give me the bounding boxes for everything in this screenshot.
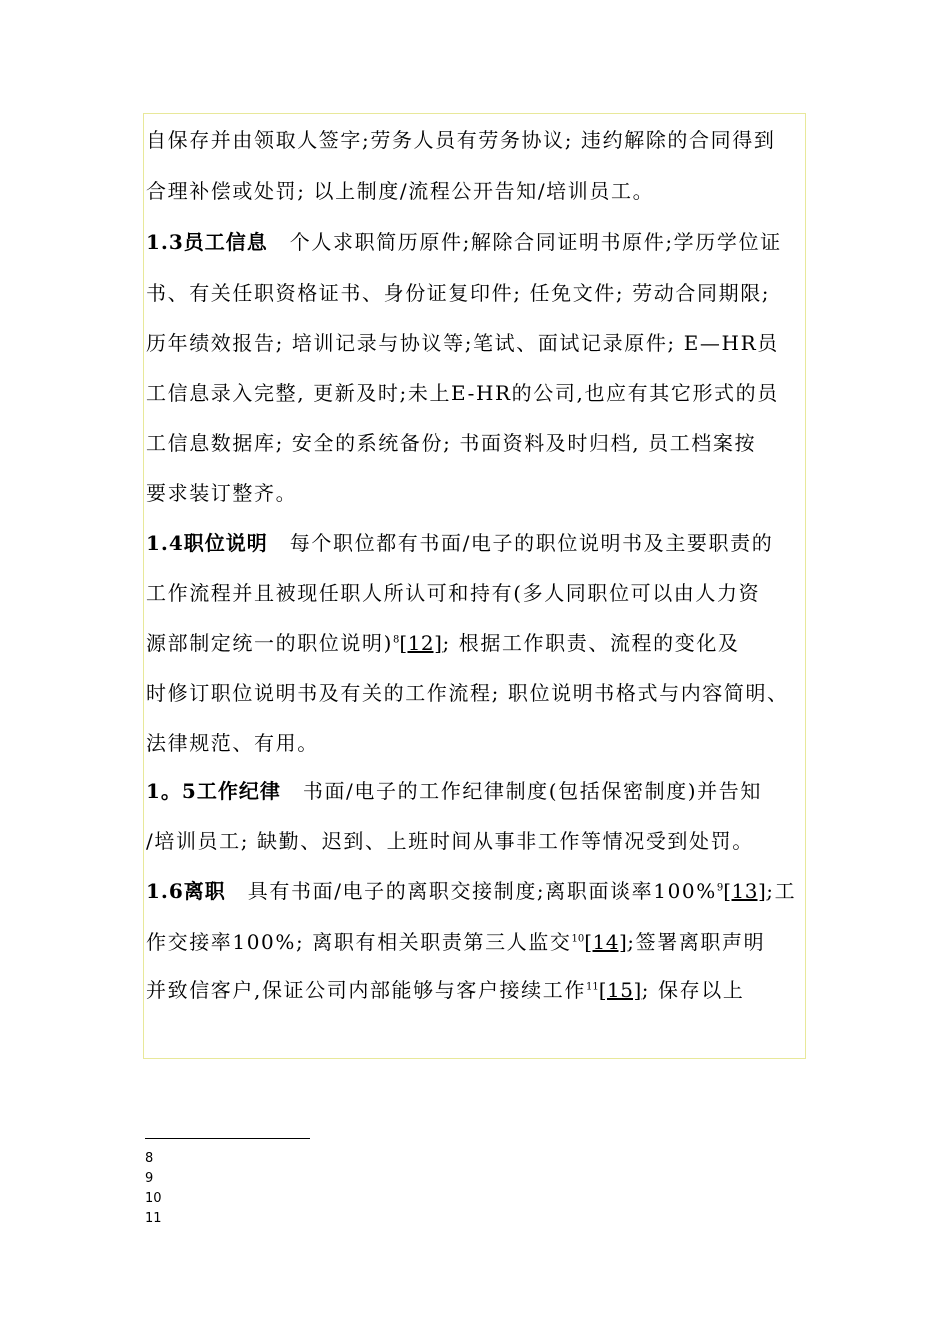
reference-link[interactable]: [14] — [584, 930, 628, 954]
paragraph-text: ;签署离职声明 — [627, 930, 766, 954]
paragraph-text: ; 保存以上 — [641, 978, 745, 1002]
footnote-marker[interactable]: 9 — [716, 882, 724, 894]
paragraph-text: 个人求职简历原件;解除合同证明书原件;学历学位证 — [289, 230, 782, 254]
section-1-6-heading: 1.6离职 — [146, 879, 226, 903]
paragraph-line: 工作流程并且被现任职人所认可和持有(多人同职位可以由人力资 — [146, 581, 761, 605]
footnote-number: 8 — [145, 1151, 154, 1166]
paragraph-text: 书面/电子的工作纪律制度(包括保密制度)并告知 — [302, 779, 762, 803]
paragraph-line: 工信息数据库; 安全的系统备份; 书面资料及时归档, 员工档案按 — [146, 431, 757, 455]
paragraph-line: 自保存并由领取人签字;劳务人员有劳务协议; 违约解除的合同得到 — [146, 128, 776, 152]
paragraph-line: 要求装订整齐。 — [146, 481, 298, 505]
paragraph-line: 历年绩效报告; 培训记录与协议等;笔试、面试记录原件; E—HR员 — [146, 331, 779, 355]
paragraph-text: 源部制定统一的职位说明) — [146, 631, 394, 655]
section-1-4-heading: 1.4职位说明 — [146, 531, 268, 555]
footnote-marker[interactable]: 8 — [393, 634, 400, 646]
paragraph-line: 合理补偿或处罚; 以上制度/流程公开告知/培训员工。 — [146, 179, 655, 203]
reference-link[interactable]: [15] — [598, 978, 642, 1002]
paragraph-line: 法律规范、有用。 — [146, 731, 319, 755]
paragraph-line: 书、有关任职资格证书、身份证复印件; 任免文件; 劳动合同期限; — [146, 281, 771, 305]
section-1-4-line — [146, 530, 806, 556]
paragraph-text: 每个职位都有书面/电子的职位说明书及主要职责的 — [289, 531, 774, 555]
reference-link[interactable]: [13] — [723, 879, 767, 903]
paragraph-line: /培训员工; 缺勤、迟到、上班时间从事非工作等情况受到处罚。 — [146, 829, 754, 853]
paragraph-text: ; 根据工作职责、流程的变化及 — [442, 631, 740, 655]
paragraph-text: 具有书面/电子的离职交接制度;离职面谈率100% — [247, 879, 717, 903]
section-1-3-heading: 1.3员工信息 — [146, 230, 268, 254]
footnote-marker[interactable]: 11 — [585, 981, 599, 993]
footnote-number: 11 — [145, 1211, 162, 1226]
paragraph-text: 并致信客户,保证公司内部能够与客户接续工作 — [146, 978, 586, 1002]
paragraph-line: 时修订职位说明书及有关的工作流程; 职位说明书格式与内容简明、 — [146, 681, 789, 705]
paragraph-line: 工信息录入完整, 更新及时;未上E-HR的公司,也应有其它形式的员 — [146, 381, 779, 405]
section-1-6-line — [146, 878, 806, 904]
paragraph-line — [146, 977, 806, 1003]
paragraph-line — [146, 630, 806, 656]
paragraph-text: ;工 — [766, 879, 797, 903]
section-1-5-line — [146, 778, 806, 804]
paragraph-line — [146, 929, 806, 955]
paragraph-text: 作交接率100%; 离职有相关职责第三人监交 — [146, 930, 572, 954]
footnote-marker[interactable]: 10 — [571, 933, 585, 945]
reference-link[interactable]: [12] — [399, 631, 443, 655]
section-1-5-heading: 1。5工作纪律 — [146, 779, 281, 803]
footnote-number: 10 — [145, 1191, 162, 1206]
footnote-number: 9 — [145, 1171, 154, 1186]
footnote-separator — [145, 1138, 310, 1139]
section-1-3-line — [146, 229, 806, 255]
